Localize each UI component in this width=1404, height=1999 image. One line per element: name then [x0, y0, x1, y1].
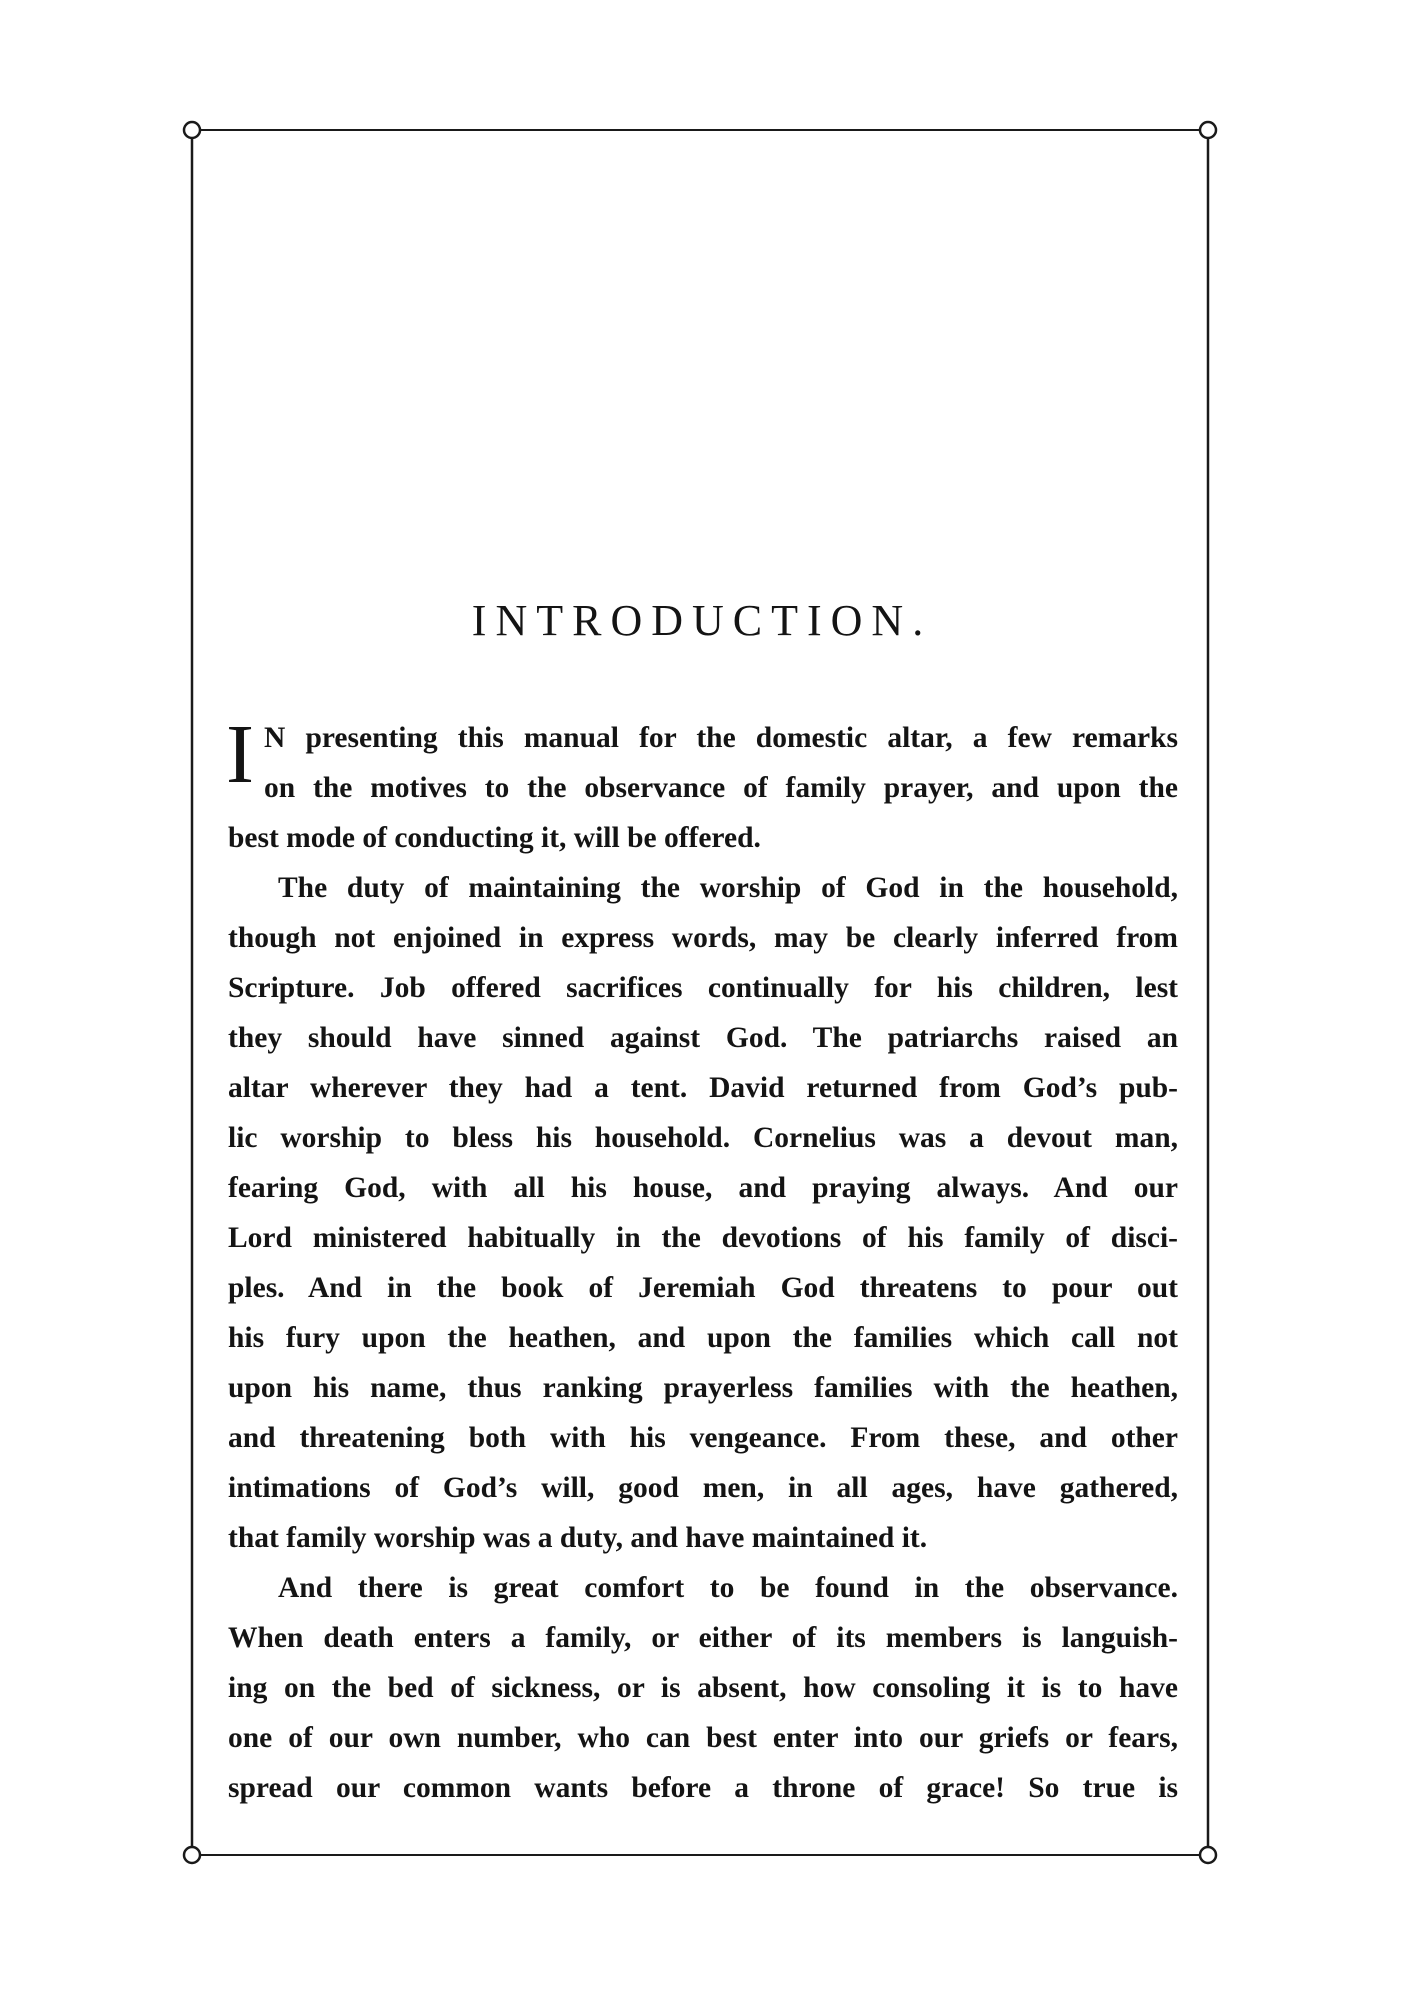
- text-line: upon his name, thus ranking prayerless families with the heathen,: [228, 1372, 1178, 1404]
- text-line: The duty of maintaining the worship of God in the household,: [278, 872, 1178, 904]
- page-title: INTRODUCTION.: [471, 596, 933, 645]
- text-line: Scripture. Job offered sacrifices continually for his children, lest: [228, 972, 1178, 1004]
- text-line: ing on the bed of sickness, or is absent, how consoling it is to have: [228, 1672, 1178, 1704]
- text-line: that family worship was a duty, and have maintained it.: [228, 1522, 928, 1554]
- text-line: ples. And in the book of Jeremiah God threatens to pour out: [228, 1272, 1178, 1304]
- text-line: they should have sinned against God. The patriarchs raised an: [228, 1022, 1178, 1054]
- text-line: lic worship to bless his household. Cornelius was a devout man,: [228, 1122, 1178, 1154]
- text-line: one of our own number, who can best enter into our griefs or fears,: [228, 1722, 1178, 1754]
- text-line: spread our common wants before a throne of grace! So true is: [228, 1772, 1178, 1804]
- text-line: intimations of God’s will, good men, in all ages, have gathered,: [228, 1472, 1178, 1504]
- text-line: his fury upon the heathen, and upon the families which call not: [228, 1322, 1178, 1354]
- drop-cap: I: [226, 708, 254, 801]
- text-line: When death enters a family, or either of its members is languish-: [228, 1622, 1178, 1654]
- text-line: best mode of conducting it, will be offered.: [228, 822, 761, 854]
- paragraph-3: [228, 1563, 1178, 1813]
- text-line: fearing God, with all his house, and praying always. And our: [228, 1172, 1178, 1204]
- text-line: though not enjoined in express words, may be clearly inferred from: [228, 922, 1178, 954]
- paragraph-2: [228, 863, 1178, 1563]
- text-line: N presenting this manual for the domestic altar, a few remarks: [264, 722, 1178, 754]
- text-line: And there is great comfort to be found in the observance.: [278, 1572, 1178, 1604]
- paragraph-1: [226, 708, 1178, 863]
- text-line: altar wherever they had a tent. David returned from God’s pub-: [228, 1072, 1178, 1104]
- text-line: Lord ministered habitually in the devotions of his family of disci-: [228, 1222, 1178, 1254]
- text-line: on the motives to the observance of family prayer, and upon the: [264, 772, 1178, 804]
- text-line: and threatening both with his vengeance. From these, and other: [228, 1422, 1178, 1454]
